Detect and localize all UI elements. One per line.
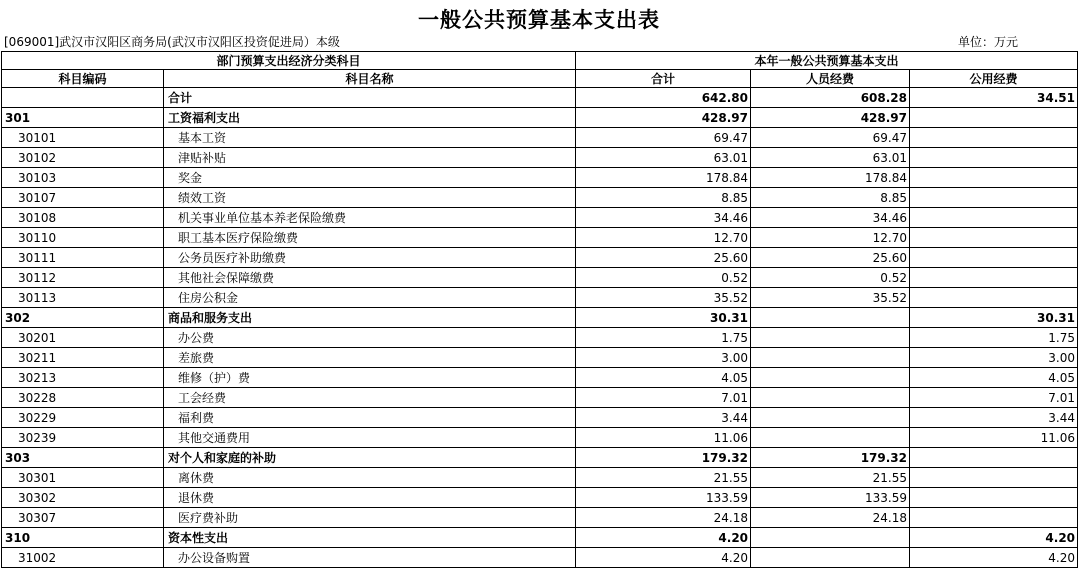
- row-code: 30307: [2, 508, 164, 528]
- row-total: 4.20: [576, 528, 751, 548]
- row-personnel: [751, 408, 910, 428]
- table-row: [2, 528, 1078, 548]
- row-code: 301: [2, 108, 164, 128]
- row-total: 1.75: [576, 328, 751, 348]
- row-total: 7.01: [576, 388, 751, 408]
- row-name: 其他交通费用: [164, 428, 576, 448]
- row-code: 30102: [2, 148, 164, 168]
- table-row: [2, 548, 1078, 568]
- row-personnel: 21.55: [751, 468, 910, 488]
- row-total: 179.32: [576, 448, 751, 468]
- row-personnel: 34.46: [751, 208, 910, 228]
- row-total: 642.80: [576, 88, 751, 108]
- row-personnel: 178.84: [751, 168, 910, 188]
- row-name: 资本性支出: [164, 528, 576, 548]
- row-name: 公务员医疗补助缴费: [164, 248, 576, 268]
- row-name: 办公费: [164, 328, 576, 348]
- table-row: [2, 128, 1078, 148]
- row-total: 11.06: [576, 428, 751, 448]
- table-row: [2, 508, 1078, 528]
- row-code: 30108: [2, 208, 164, 228]
- row-name: 住房公积金: [164, 288, 576, 308]
- row-total: 178.84: [576, 168, 751, 188]
- row-name: 福利费: [164, 408, 576, 428]
- row-public: [910, 488, 1078, 508]
- unit-label: [069001]武汉市汉阳区商务局(武汉市汉阳区投资促进局）本级: [4, 35, 340, 49]
- header-total: 合计: [576, 70, 751, 88]
- row-code: 30113: [2, 288, 164, 308]
- row-name: 工会经费: [164, 388, 576, 408]
- table-row: [2, 308, 1078, 328]
- row-public: 3.44: [910, 408, 1078, 428]
- row-name: 离休费: [164, 468, 576, 488]
- row-name: 退休费: [164, 488, 576, 508]
- table-row: [2, 488, 1078, 508]
- row-personnel: 12.70: [751, 228, 910, 248]
- table-row: [2, 348, 1078, 368]
- row-total: 4.05: [576, 368, 751, 388]
- row-name: 合计: [164, 88, 576, 108]
- row-code: 30239: [2, 428, 164, 448]
- row-public: 1.75: [910, 328, 1078, 348]
- row-public: 4.20: [910, 548, 1078, 568]
- row-personnel: [751, 548, 910, 568]
- table-row: [2, 468, 1078, 488]
- row-name: 商品和服务支出: [164, 308, 576, 328]
- row-personnel: 25.60: [751, 248, 910, 268]
- row-public: [910, 168, 1078, 188]
- row-total: 3.44: [576, 408, 751, 428]
- row-code: 30301: [2, 468, 164, 488]
- row-name: 其他社会保障缴费: [164, 268, 576, 288]
- table-row: [2, 428, 1078, 448]
- row-public: [910, 448, 1078, 468]
- row-total: 3.00: [576, 348, 751, 368]
- row-total: 0.52: [576, 268, 751, 288]
- row-personnel: 69.47: [751, 128, 910, 148]
- row-personnel: 8.85: [751, 188, 910, 208]
- row-personnel: 35.52: [751, 288, 910, 308]
- row-code: 30213: [2, 368, 164, 388]
- row-public: 30.31: [910, 308, 1078, 328]
- row-public: [910, 228, 1078, 248]
- row-name: 工资福利支出: [164, 108, 576, 128]
- row-personnel: [751, 368, 910, 388]
- header-group-basic-expenditure: 本年一般公共预算基本支出: [576, 52, 1078, 70]
- row-personnel: [751, 308, 910, 328]
- row-code: 30229: [2, 408, 164, 428]
- row-public: 34.51: [910, 88, 1078, 108]
- row-name: 机关事业单位基本养老保险缴费: [164, 208, 576, 228]
- row-total: 35.52: [576, 288, 751, 308]
- row-code: 30111: [2, 248, 164, 268]
- table-row: [2, 288, 1078, 308]
- row-total: 21.55: [576, 468, 751, 488]
- budget-table: [1, 51, 1078, 568]
- row-public: 7.01: [910, 388, 1078, 408]
- row-public: [910, 288, 1078, 308]
- row-public: [910, 148, 1078, 168]
- header-name: 科目名称: [164, 70, 576, 88]
- row-name: 办公设备购置: [164, 548, 576, 568]
- header-public: 公用经费: [910, 70, 1078, 88]
- row-name: 对个人和家庭的补助: [164, 448, 576, 468]
- currency-unit-label: 单位：万元: [958, 35, 1019, 49]
- row-code: 30112: [2, 268, 164, 288]
- row-personnel: 0.52: [751, 268, 910, 288]
- table-row: [2, 328, 1078, 348]
- row-code: 30201: [2, 328, 164, 348]
- table-row: [2, 208, 1078, 228]
- row-public: [910, 208, 1078, 228]
- row-public: [910, 248, 1078, 268]
- row-personnel: 24.18: [751, 508, 910, 528]
- row-code: 30101: [2, 128, 164, 148]
- table-row: [2, 228, 1078, 248]
- table-row: [2, 108, 1078, 128]
- row-public: [910, 128, 1078, 148]
- table-row: [2, 408, 1078, 428]
- row-name: 职工基本医疗保险缴费: [164, 228, 576, 248]
- row-name: 维修（护）费: [164, 368, 576, 388]
- row-code: 30103: [2, 168, 164, 188]
- row-name: 绩效工资: [164, 188, 576, 208]
- row-personnel: 428.97: [751, 108, 910, 128]
- row-code: 30228: [2, 388, 164, 408]
- row-personnel: 608.28: [751, 88, 910, 108]
- row-total: 34.46: [576, 208, 751, 228]
- row-code: 303: [2, 448, 164, 468]
- row-personnel: [751, 328, 910, 348]
- row-personnel: 133.59: [751, 488, 910, 508]
- row-public: [910, 508, 1078, 528]
- row-name: 医疗费补助: [164, 508, 576, 528]
- row-personnel: [751, 528, 910, 548]
- row-public: [910, 268, 1078, 288]
- table-row: [2, 188, 1078, 208]
- row-total: 25.60: [576, 248, 751, 268]
- row-personnel: [751, 388, 910, 408]
- row-name: 基本工资: [164, 128, 576, 148]
- row-name: 津贴补贴: [164, 148, 576, 168]
- row-public: 4.05: [910, 368, 1078, 388]
- row-personnel: 63.01: [751, 148, 910, 168]
- table-row: [2, 88, 1078, 108]
- row-code: [2, 88, 164, 108]
- row-code: 30211: [2, 348, 164, 368]
- row-code: 30110: [2, 228, 164, 248]
- row-total: 133.59: [576, 488, 751, 508]
- row-total: 24.18: [576, 508, 751, 528]
- table-row: [2, 168, 1078, 188]
- row-total: 63.01: [576, 148, 751, 168]
- row-total: 12.70: [576, 228, 751, 248]
- table-row: [2, 448, 1078, 468]
- row-total: 428.97: [576, 108, 751, 128]
- table-row: [2, 248, 1078, 268]
- row-personnel: [751, 428, 910, 448]
- row-code: 30107: [2, 188, 164, 208]
- row-public: 3.00: [910, 348, 1078, 368]
- header-code: 科目编码: [2, 70, 164, 88]
- row-total: 8.85: [576, 188, 751, 208]
- header-group-classification: 部门预算支出经济分类科目: [2, 52, 576, 70]
- row-code: 31002: [2, 548, 164, 568]
- row-public: [910, 108, 1078, 128]
- table-row: [2, 388, 1078, 408]
- row-total: 4.20: [576, 548, 751, 568]
- row-total: 69.47: [576, 128, 751, 148]
- row-name: 奖金: [164, 168, 576, 188]
- row-code: 302: [2, 308, 164, 328]
- page-title: 一般公共预算基本支出表: [418, 7, 660, 32]
- header-personnel: 人员经费: [751, 70, 910, 88]
- table-row: [2, 268, 1078, 288]
- row-public: 11.06: [910, 428, 1078, 448]
- row-personnel: 179.32: [751, 448, 910, 468]
- row-total: 30.31: [576, 308, 751, 328]
- row-personnel: [751, 348, 910, 368]
- row-public: 4.20: [910, 528, 1078, 548]
- row-public: [910, 468, 1078, 488]
- row-code: 310: [2, 528, 164, 548]
- table-row: [2, 368, 1078, 388]
- row-code: 30302: [2, 488, 164, 508]
- row-name: 差旅费: [164, 348, 576, 368]
- table-row: [2, 148, 1078, 168]
- row-public: [910, 188, 1078, 208]
